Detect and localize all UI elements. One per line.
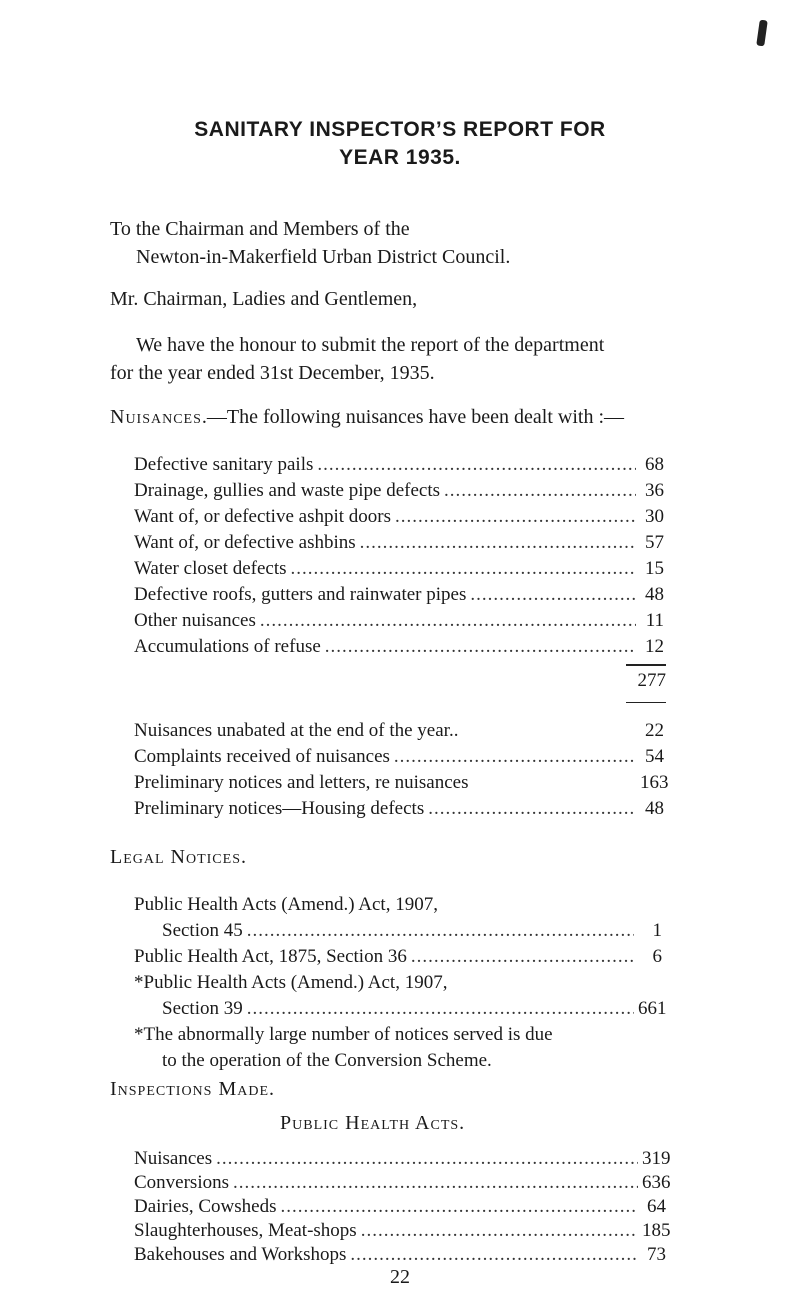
list-item: Defective sanitary pails ..... 68 — [134, 454, 664, 476]
intro-line1: We have the honour to submit the report of the department — [136, 334, 605, 356]
nuisances-heading: Nuisances — [110, 406, 202, 428]
list-item: Other nuisances ..... 11 — [134, 610, 664, 632]
list-item: Want of, or defective ashpit doors ..... 30 — [134, 506, 664, 528]
nuisances-intro-text: .—The following nuisances have been dealt with :— — [201, 406, 625, 428]
nuisances-intro — [110, 406, 624, 429]
list-item: Bakehouses and Workshops ..... 73 — [134, 1244, 666, 1266]
list-item: Drainage, gullies and waste pipe defects ..... 36 — [134, 480, 664, 502]
list-item: Dairies, Cowsheds ..... 64 — [134, 1196, 666, 1218]
address-line2: Newton-in-Makerfield Urban District Council. — [136, 246, 511, 268]
total-rule-top — [626, 664, 666, 666]
list-item: Slaughterhouses, Meat-shops ..... 185 — [134, 1220, 666, 1242]
salutation: Mr. Chairman, Ladies and Gentlemen, — [110, 288, 418, 310]
list-item: Want of, or defective ashbins ..... 57 — [134, 532, 664, 554]
list-item: Section 45 ..... 1 — [162, 920, 662, 942]
list-item: Preliminary notices—Housing defects ..... 48 — [134, 798, 664, 820]
nuisances-total: 277 — [637, 670, 666, 691]
report-title-line1: SANITARY INSPECTOR’S REPORT FOR — [194, 118, 606, 141]
list-item: Nuisances unabated at the end of the year.. 22 — [134, 720, 664, 741]
list-item: Water closet defects ..... 15 — [134, 558, 664, 580]
list-item: Complaints received of nuisances ..... 54 — [134, 746, 664, 768]
report-title-line2: YEAR 1935. — [339, 146, 461, 169]
list-item: Defective roofs, gutters and rainwater pipes ..... 48 — [134, 584, 664, 606]
legal-item3-line1: *Public Health Acts (Amend.) Act, 1907, — [134, 972, 448, 993]
legal-note-line2: to the operation of the Conversion Scheme. — [162, 1050, 492, 1071]
list-item: Conversions ..... 636 — [134, 1172, 666, 1194]
address-line1: To the Chairman and Members of the — [110, 218, 410, 240]
page-number: 22 — [390, 1266, 410, 1288]
list-item: Public Health Act, 1875, Section 36 ..... 6 — [134, 946, 662, 968]
intro-line2: for the year ended 31st December, 1935. — [110, 362, 435, 384]
list-item: Accumulations of refuse ..... 12 — [134, 636, 664, 658]
legal-note-line1: *The abnormally large number of notices served is due — [134, 1024, 553, 1045]
list-item: Preliminary notices and letters, re nuisances 163 — [134, 772, 669, 793]
legal-notices-heading: Legal Notices. — [110, 846, 247, 868]
list-item: Nuisances ..... 319 — [134, 1148, 666, 1170]
margin-mark — [756, 20, 768, 47]
legal-item1-line1: Public Health Acts (Amend.) Act, 1907, — [134, 894, 438, 915]
inspections-heading: Inspections Made. — [110, 1078, 276, 1100]
total-rule-bottom — [626, 702, 666, 703]
inspections-subheading: Public Health Acts. — [280, 1112, 466, 1134]
list-item: Section 39 ..... 661 — [162, 998, 662, 1020]
